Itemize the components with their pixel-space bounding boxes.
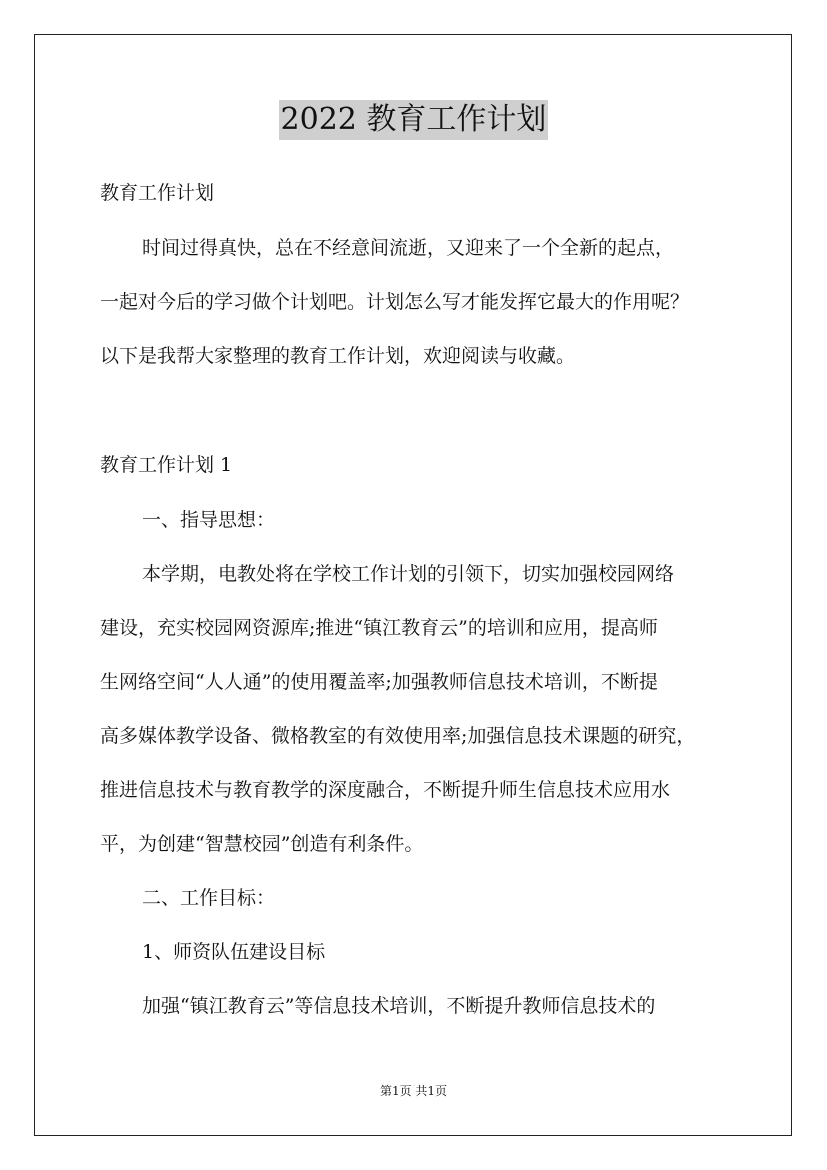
paragraph-line: 一起对今后的学习做个计划吧。计划怎么写才能发挥它最大的作用呢？ <box>100 291 690 313</box>
paragraph-line: 高多媒体教学设备、微格教室的有效使用率;加强信息技术课题的研究， <box>100 725 696 747</box>
paragraph-line: 平，为创建“智慧校园”创造有利条件。 <box>100 833 424 855</box>
paragraph-line: 生网络空间“人人通”的使用覆盖率;加强教师信息技术培训，不断提 <box>100 671 658 693</box>
paragraph-line: 本学期，电教处将在学校工作计划的引领下，切实加强校园网络 <box>142 563 675 585</box>
paragraph-line: 加强“镇江教育云”等信息技术培训，不断提升教师信息技术的 <box>142 995 656 1017</box>
subheading: 1、师资队伍建设目标 <box>142 941 326 963</box>
section-heading: 教育工作计划 <box>100 182 215 204</box>
paragraph-line: 建设，充实校园网资源库;推进“镇江教育云”的培训和应用，提高师 <box>100 617 658 639</box>
page-footer: 第1页 共1页 <box>379 1084 448 1098</box>
section-heading: 教育工作计划 1 <box>100 454 233 476</box>
subheading: 二、工作目标： <box>142 887 276 909</box>
title-container <box>0 100 827 140</box>
paragraph-line: 推进信息技术与教育教学的深度融合，不断提升师生信息技术应用水 <box>100 779 671 801</box>
paragraph-line: 以下是我帮大家整理的教育工作计划，欢迎阅读与收藏。 <box>100 345 576 367</box>
paragraph-line: 时间过得真快，总在不经意间流逝，又迎来了一个全新的起点， <box>142 237 675 259</box>
subheading: 一、指导思想： <box>142 509 276 531</box>
document-title: 2022 教育工作计划 <box>279 100 549 140</box>
